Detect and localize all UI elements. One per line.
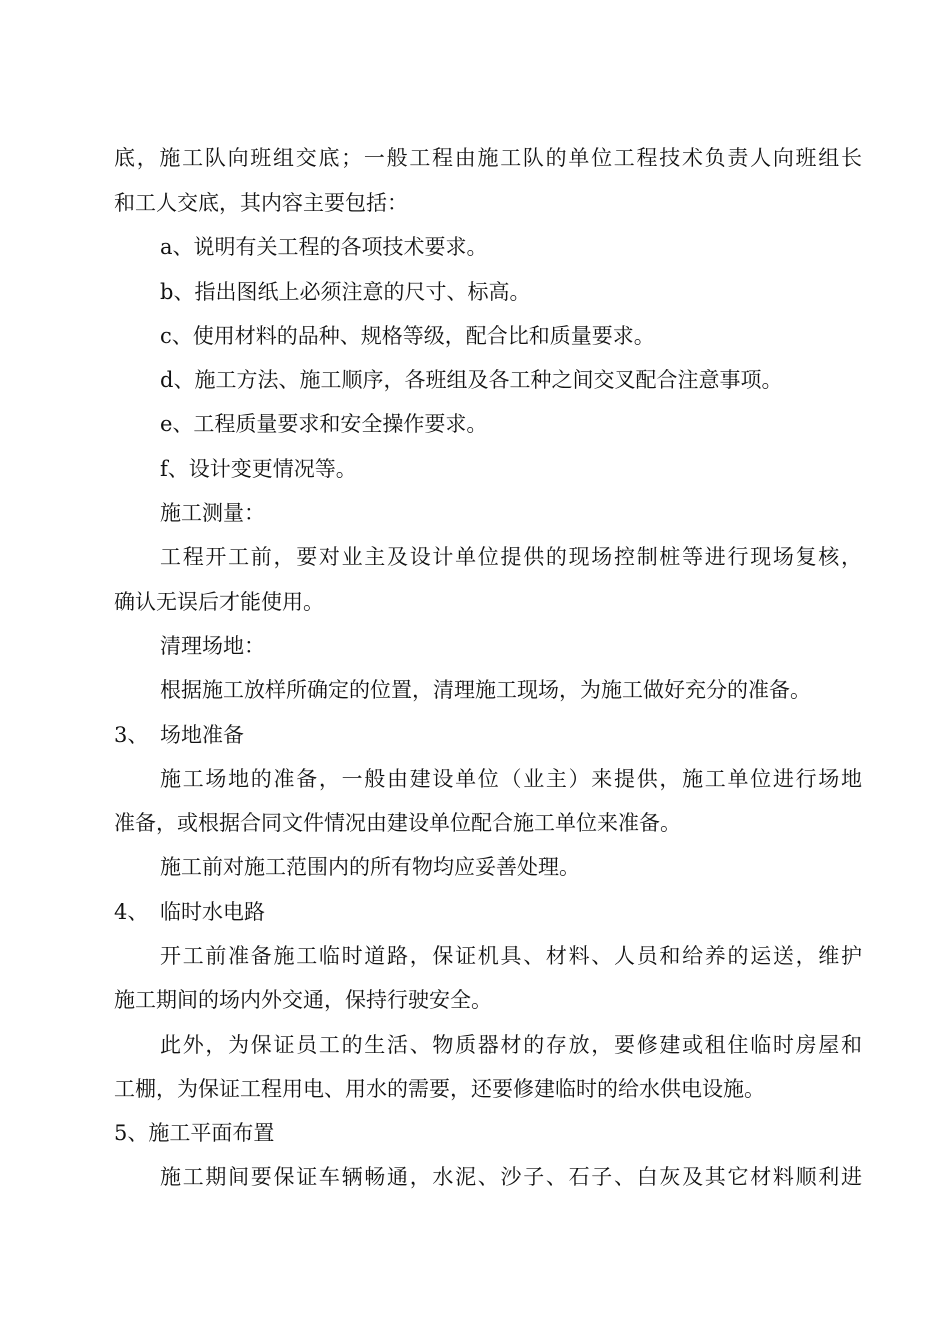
paragraph-line: 确认无误后才能使用。 bbox=[114, 590, 324, 614]
list-item-b: b、指出图纸上必须注意的尺寸、标高。 bbox=[160, 280, 531, 304]
list-item-c: c、使用材料的品种、规格等级，配合比和质量要求。 bbox=[160, 324, 655, 348]
section-number-4: 4、 bbox=[114, 900, 149, 924]
paragraph-line: 工棚，为保证工程用电、用水的需要，还要修建临时的给水供电设施。 bbox=[114, 1077, 765, 1101]
subheading-clear-site: 清理场地： bbox=[160, 634, 265, 658]
paragraph-line: 底，施工队向班组交底；一般工程由施工队的单位工程技术负责人向班组长 bbox=[114, 146, 862, 170]
paragraph-line: 准备，或根据合同文件情况由建设单位配合施工单位来准备。 bbox=[114, 811, 681, 835]
paragraph-line: 施工前对施工范围内的所有物均应妥善处理。 bbox=[160, 855, 580, 879]
section-heading-4: 临时水电路 bbox=[160, 900, 265, 924]
paragraph-line: 此外，为保证员工的生活、物质器材的存放，要修建或租住临时房屋和 bbox=[160, 1033, 862, 1057]
section-number-3: 3、 bbox=[114, 723, 149, 747]
paragraph-line: 根据施工放样所确定的位置，清理施工现场，为施工做好充分的准备。 bbox=[160, 678, 811, 702]
paragraph-line: 施工期间要保证车辆畅通，水泥、沙子、石子、白灰及其它材料顺利进 bbox=[160, 1165, 862, 1189]
paragraph-line: 和工人交底，其内容主要包括： bbox=[114, 191, 408, 215]
paragraph-line: 工程开工前，要对业主及设计单位提供的现场控制桩等进行现场复核， bbox=[160, 545, 862, 569]
list-item-a: a、说明有关工程的各项技术要求。 bbox=[160, 235, 488, 259]
section-heading-5: 5、施工平面布置 bbox=[114, 1121, 275, 1145]
list-item-e: e、工程质量要求和安全操作要求。 bbox=[160, 412, 488, 436]
subheading-survey: 施工测量： bbox=[160, 501, 265, 525]
paragraph-line: 施工场地的准备，一般由建设单位（业主）来提供，施工单位进行场地 bbox=[160, 767, 862, 791]
section-heading-3: 场地准备 bbox=[160, 723, 244, 747]
paragraph-line: 开工前准备施工临时道路，保证机具、材料、人员和给养的运送，维护 bbox=[160, 944, 862, 968]
paragraph-line: 施工期间的场内外交通，保持行驶安全。 bbox=[114, 988, 492, 1012]
list-item-f: f、设计变更情况等。 bbox=[160, 457, 357, 481]
list-item-d: d、施工方法、施工顺序，各班组及各工种之间交叉配合注意事项。 bbox=[160, 368, 783, 392]
